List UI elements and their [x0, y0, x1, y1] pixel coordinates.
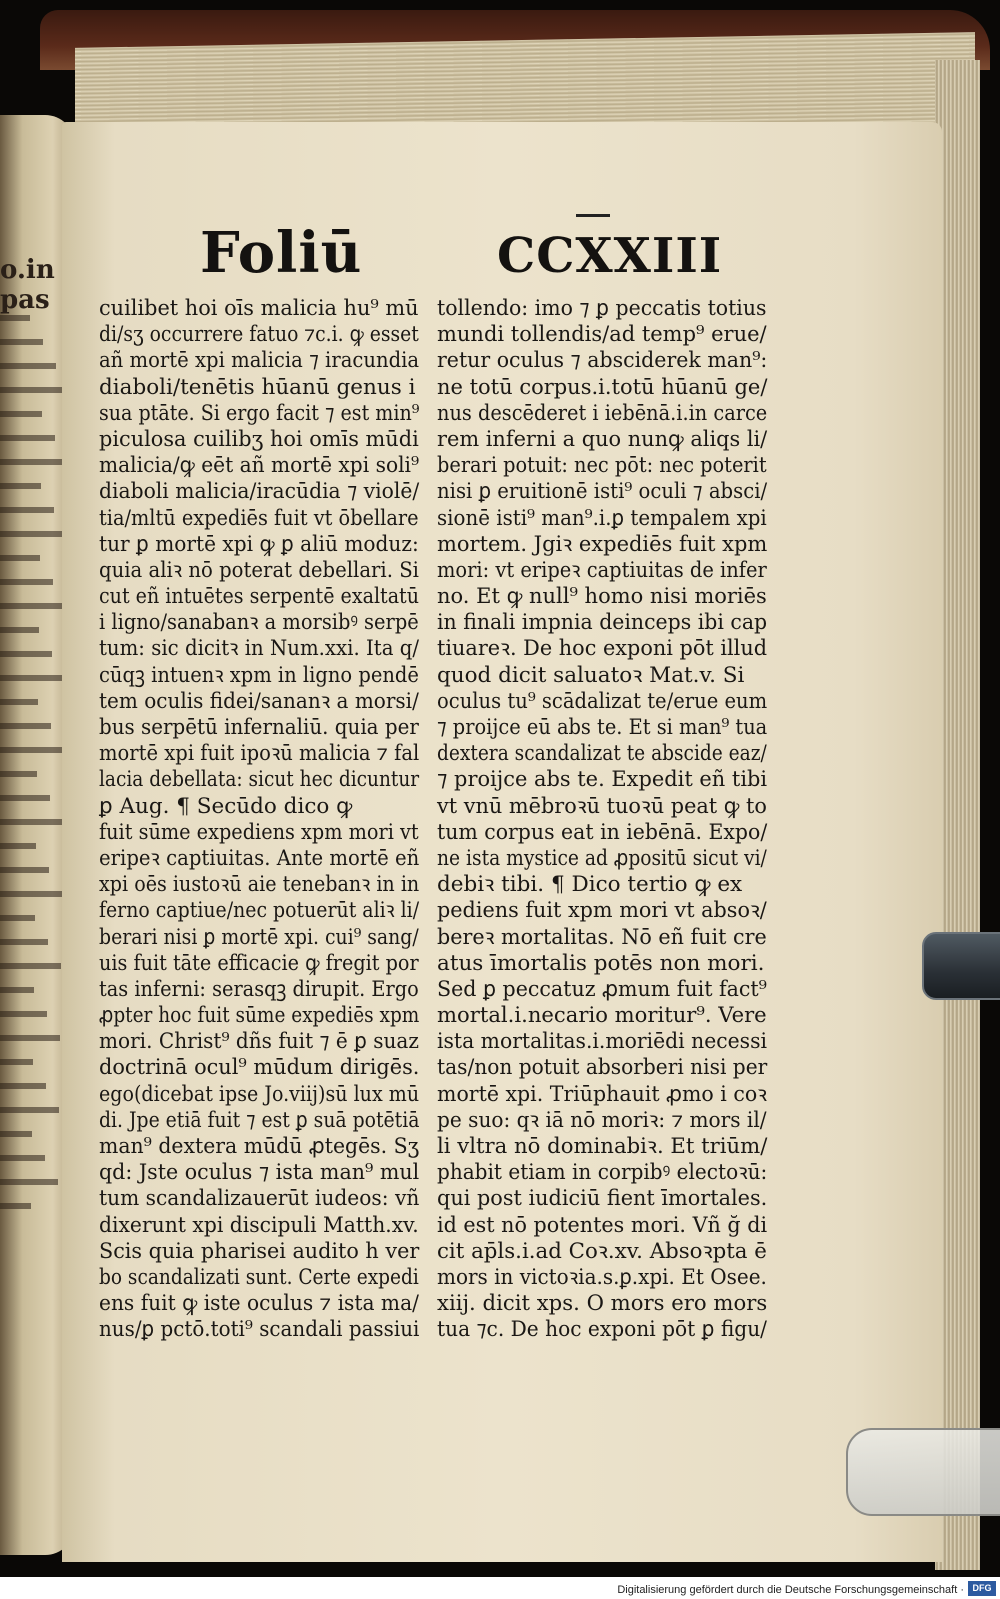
text-line: tum scandalizauerūt iudeos: vñ: [99, 1186, 420, 1212]
text-line: bereꝛ mortalitas. Nō eñ fuit cre: [437, 924, 767, 950]
text-line: berari nisi ꝑ mortē xpi. cui⁹ sang/: [99, 924, 419, 950]
text-line: tollendo: imo ⁊ ꝑ peccatis totius: [437, 296, 767, 321]
text-line: retur oculus ⁊ absciderek man⁹:: [437, 348, 768, 374]
text-line: mortē xpi. Triūphauit ꝓmo i coꝛ: [437, 1081, 767, 1107]
text-line: di/sʒ occurrere fatuo ⁊c.i. ꝙ esset: [99, 322, 419, 348]
text-line: debiꝛ tibi. ¶ Dico tertio ꝙ ex: [437, 872, 743, 898]
facing-page-heading: o.in pas: [0, 255, 55, 315]
facing-page-text-line: [0, 747, 64, 753]
text-line: bo scandalizati sunt. Certe expedi: [99, 1264, 419, 1290]
funding-credit: Digitalisierung gefördert durch die Deutsche Forschungsgemeinschaft ·: [617, 1584, 964, 1596]
text-line: ego(dicebat ipse Jo.viij)sū lux mū: [99, 1081, 420, 1107]
facing-page-text-line: [0, 1107, 59, 1113]
text-line: di. Jpe etiā fuit ⁊ est ꝑ suā potētiā: [99, 1107, 420, 1133]
text-line: tum: sic dicitꝛ in Num.xxi. Ita q/: [99, 636, 419, 662]
facing-page-text-line: [0, 1083, 46, 1089]
text-line: piculosa cuilibʒ hoi omīs mūdi: [99, 426, 419, 452]
text-line: mundi tollendis/ad temp⁹ erue/: [437, 322, 767, 348]
facing-page-text-line: [0, 771, 37, 777]
facing-page-text-line: [0, 339, 43, 345]
text-line: Sed ꝑ peccatuz ꝓmum fuit fact⁹: [437, 976, 767, 1002]
text-line: qui post iudiciū fient īmortales.: [437, 1186, 768, 1212]
text-line: ferno captiue/nec potuerūt aliꝛ li/: [99, 898, 420, 924]
text-line: nisi ꝑ eruitionē isti⁹ oculi ⁊ absci/: [437, 479, 768, 505]
text-line: xpi oēs iustoꝛū aie tenebanꝛ in in: [99, 872, 420, 898]
folio-label: Foliū: [200, 220, 363, 286]
text-line: diaboli malicia/iracūdia ⁊ violē/: [99, 479, 420, 505]
facing-page-text-line: [0, 627, 39, 633]
text-line: xiij. dicit xps. O mors ero mors: [437, 1291, 768, 1317]
text-line: tem oculis fidei/sananꝛ a morsi/: [99, 688, 419, 714]
facing-page-text-line: [0, 843, 36, 849]
text-line: fuit sūme expediens xpm mori vt: [99, 819, 419, 845]
text-line: pediens fuit xpm mori vt absoꝛ/: [437, 898, 767, 924]
facing-page-text-line: [0, 891, 62, 897]
text-line: cūqꝫ intuenꝛ xpm in ligno pendē: [99, 662, 419, 688]
facing-page-text-line: [0, 867, 49, 873]
text-line: phabit etiam in corpibꝰ electoꝛū:: [437, 1160, 768, 1186]
facing-page-text-line: [0, 1155, 45, 1161]
facing-page-text-line: [0, 555, 40, 561]
clip-tab-upper: [922, 932, 1000, 1000]
text-line: uis fuit tāte efficacie ꝙ fregit por: [99, 950, 419, 976]
text-line: ꝓpter hoc fuit sūme expediēs xpm: [99, 1003, 420, 1029]
facing-page-text-line: [0, 723, 51, 729]
text-line: berari potuit: nec pōt: nec poterit: [437, 453, 767, 479]
facing-page-text-line: [0, 579, 53, 585]
dfg-logo: DFG: [968, 1581, 996, 1596]
facing-page-text-line: [0, 675, 65, 681]
facing-page-text-line: [0, 1179, 58, 1185]
header-rule: [576, 214, 610, 217]
text-line: li vltra nō dominabiꝛ. Et triūm/: [437, 1134, 768, 1159]
text-line: qd: Jste oculus ⁊ ista man⁹ mul: [99, 1160, 420, 1186]
text-line: ꝑ Aug. ¶ Secūdo dico ꝙ: [99, 793, 353, 819]
text-line: mortem. Jgiꝛ expediēs fuit xpm: [437, 531, 768, 557]
text-line: ⁊ proijce eū abs te. Et si man⁹ tua: [437, 715, 768, 740]
text-line: no. Et ꝙ null⁹ homo nisi moriēs: [437, 584, 767, 610]
text-line: man⁹ dextera mūdū ꝓtegēs. Sʒ: [99, 1134, 420, 1159]
text-line: rem inferni a quo nunꝙ aliqs li/: [437, 426, 768, 452]
text-line: cit ap̄ls.i.ad Coꝛ.xv. Absoꝛpta ē: [437, 1238, 767, 1264]
text-column-right: [437, 296, 767, 1344]
facing-page-text-line: [0, 363, 56, 369]
facing-page-text-line: [0, 699, 38, 705]
text-line: Scis quia pharisei audito h ver: [99, 1238, 420, 1264]
text-line: ⁊ proijce abs te. Expedit eñ tibi: [437, 767, 768, 793]
text-line: sua ptāte. Si ergo facit ⁊ est min⁹: [99, 400, 420, 426]
facing-page-text-line: [0, 987, 34, 993]
facing-page-text-line: [0, 795, 50, 801]
text-line: mortē xpi fuit ipoꝛū malicia ⁊ fal: [99, 741, 420, 767]
text-line: in finali impnia deinceps ibi cap: [437, 610, 768, 636]
text-line: tas inferni: serasqꝫ dirupit. Ergo: [99, 976, 419, 1002]
text-line: sionē isti⁹ man⁹.i.ꝑ tempalem xpi: [437, 505, 767, 531]
facing-page-text-line: [0, 1011, 47, 1017]
text-line: vt vnū mēbroꝛū tuoꝛū peat ꝙ to: [437, 793, 767, 819]
text-line: bus serpētū infernaliū. quia per: [99, 715, 419, 740]
clip-tab-lower: [846, 1428, 1000, 1516]
facing-page-text-line: [0, 603, 66, 609]
text-line: mori: vt eripeꝛ captiuitas de infer: [437, 557, 767, 583]
text-line: tiuareꝛ. De hoc exponi pōt illud: [437, 636, 768, 662]
text-line: quod dicit saluatoꝛ Mat.v. Si: [437, 662, 745, 688]
text-line: eripeꝛ captiuitas. Ante mortē eñ: [99, 845, 420, 871]
text-line: ens fuit ꝙ iste oculus ⁊ ista ma/: [99, 1291, 419, 1317]
text-line: dextera scandalizat te abscide eaz/: [437, 741, 767, 767]
facing-page-text-line: [0, 1131, 32, 1137]
facing-page-text-line: [0, 963, 61, 969]
text-line: id est nō potentes mori. Vñ ğ di: [437, 1212, 768, 1238]
facing-page-text-line: [0, 1059, 33, 1065]
text-line: nus/ꝑ pctō.toti⁹ scandali passiui: [99, 1317, 420, 1343]
text-line: tia/mltū expediēs fuit vt ōbellare: [99, 505, 419, 531]
footer-bar: [0, 1577, 1000, 1599]
facing-page-text-line: [0, 459, 68, 465]
text-line: cut eñ intuētes serpentē exaltatū: [99, 584, 419, 610]
text-line: quia aliꝛ nō poterat debellari. Si: [99, 557, 419, 583]
text-column-left: [99, 296, 419, 1344]
facing-page-text-line: [0, 411, 42, 417]
facing-page-text-line: [0, 315, 30, 321]
facing-page-text-line: [0, 651, 52, 657]
text-line: cuilibet hoi oīs malicia hu⁹ mū: [99, 296, 419, 321]
text-line: atus īmortalis potēs non mori.: [437, 950, 765, 976]
text-line: tua ⁊c. De hoc exponi pōt ꝑ figu/: [437, 1317, 767, 1343]
text-line: doctrinā ocul⁹ mūdum dirigēs.: [99, 1055, 420, 1081]
facing-page-text-line: [0, 1203, 31, 1209]
text-line: ista mortalitas.i.moriēdi necessi: [437, 1029, 768, 1055]
text-line: oculus tu⁹ scādalizat te/erue eum: [437, 688, 768, 714]
facing-page-text-line: [0, 387, 69, 393]
text-line: mortal.i.necario moritur⁹. Vere: [437, 1003, 767, 1029]
facing-page-text-line: [0, 507, 54, 513]
facing-page-text-line: [0, 1035, 60, 1041]
text-line: i ligno/sanabanꝛ a morsibꝰ serpē: [99, 610, 419, 636]
text-line: mors in victoꝛia.s.ꝑ.xpi. Et Osee.: [437, 1264, 767, 1290]
text-line: pe suo: qꝛ iā nō moriꝛ: ⁊ mors il/: [437, 1107, 767, 1133]
text-line: añ mortē xpi malicia ⁊ iracundia: [99, 348, 420, 374]
text-line: dixerunt xpi discipuli Matth.xv.: [99, 1212, 419, 1238]
facing-page-text-line: [0, 435, 55, 441]
text-line: tur ꝑ mortē xpi ꝙ ꝑ aliū moduz:: [99, 531, 419, 557]
text-line: malicia/ꝙ eēt añ mortē xpi soli⁹: [99, 453, 420, 479]
folio-number: CCXXIII: [497, 228, 723, 284]
facing-page-text-line: [0, 915, 35, 921]
text-line: ne totū corpus.i.totū hūanū ge/: [437, 374, 768, 400]
text-line: tum corpus eat in iebēnā. Expo/: [437, 819, 768, 845]
text-line: ne ista mystice ad ꝓpositū sicut vi/: [437, 845, 767, 871]
text-line: mori. Christ⁹ dñs fuit ⁊ ē ꝑ suaz: [99, 1029, 419, 1055]
text-line: nus descēderet i iebēnā.i.in carce: [437, 400, 768, 426]
facing-page-text-line: [0, 531, 67, 537]
text-line: lacia debellata: sicut hec dicuntur: [99, 767, 420, 793]
text-line: tas/non potuit absorberi nisi per: [437, 1055, 768, 1081]
facing-page-text-line: [0, 819, 63, 825]
text-line: diaboli/tenētis hūanū genus i: [99, 374, 416, 400]
facing-page-text-line: [0, 483, 41, 489]
facing-page-text-line: [0, 939, 48, 945]
